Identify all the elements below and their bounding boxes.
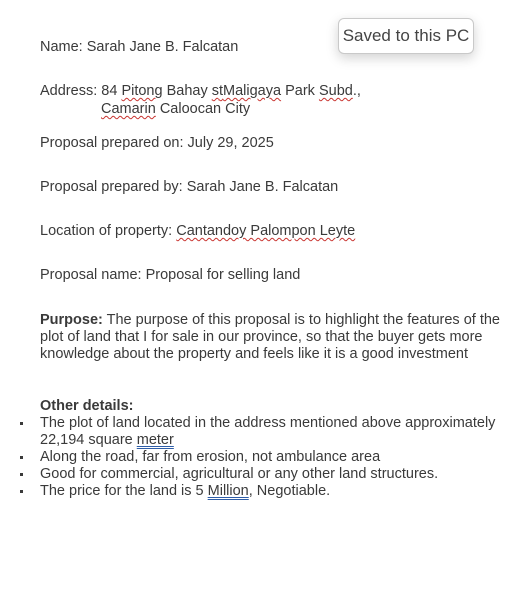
prepared-on-line (40, 135, 274, 152)
prepared-by-label: Proposal prepared by: (40, 179, 183, 195)
name-label: Name: (40, 39, 83, 55)
address-label: Address: (40, 83, 98, 99)
address-number: 84 (101, 83, 118, 99)
saved-notification-text: Saved to this PC (342, 26, 470, 45)
other-details-list (20, 415, 500, 500)
item-2-text: Along the road, far from erosion, not ambulance area (40, 449, 381, 465)
address-word-st[interactable]: st (211, 83, 224, 99)
address-city: Caloocan City (159, 101, 251, 117)
address-word-pitong[interactable]: Pitong (121, 83, 163, 99)
address-word-bahay: Bahay (166, 83, 208, 99)
proposal-name-value: Proposal for selling land (145, 267, 301, 283)
item-4-text: The price for the land is 5 (40, 483, 204, 499)
saved-notification (338, 18, 474, 54)
name-value: Sarah Jane B. Falcatan (86, 39, 239, 55)
address-line-1 (40, 83, 361, 100)
item-1-text: The plot of land located in the address mentioned above approximately 22,194 square (40, 415, 496, 448)
list-item (20, 466, 500, 483)
list-item (20, 415, 500, 449)
bullet-icon (20, 422, 23, 425)
prepared-on-label: Proposal prepared on: (40, 135, 184, 151)
location-value[interactable]: Cantandoy Palompon Leyte (176, 223, 356, 239)
prepared-by-value: Sarah Jane B. Falcatan (186, 179, 339, 195)
purpose-text: The purpose of this proposal is to highlight the features of the plot of land that I for sale in our province, so that the buyer gets more knowledge about the property and feels like it is a good investment (40, 312, 500, 362)
location-label: Location of property: (40, 223, 173, 239)
bullet-icon (20, 456, 23, 459)
address-line-2 (101, 101, 250, 118)
purpose-label: Purpose: (40, 312, 103, 328)
purpose-paragraph (40, 312, 500, 363)
list-item (20, 483, 500, 500)
item-4-flagged-word[interactable]: Million (207, 483, 249, 499)
item-1-flagged-word[interactable]: meter (136, 432, 174, 448)
address-word-subd[interactable]: Subd (318, 83, 353, 99)
item-4-tail: , Negotiable. (248, 483, 331, 499)
proposal-name-label: Proposal name: (40, 267, 142, 283)
bullet-icon (20, 473, 23, 476)
list-item (20, 449, 500, 466)
address-word-maligaya[interactable]: Maligaya (223, 83, 282, 99)
name-line (40, 39, 238, 56)
address-word-camarin[interactable]: Camarin (101, 101, 156, 117)
prepared-by-line (40, 179, 338, 196)
prepared-on-value: July 29, 2025 (187, 135, 274, 151)
address-punct: ., (352, 83, 361, 99)
address-word-park: Park (285, 83, 315, 99)
location-line (40, 223, 355, 240)
item-3-text: Good for commercial, agricultural or any other land structures. (40, 466, 439, 482)
bullet-icon (20, 490, 23, 493)
other-details-heading: Other details: (40, 398, 134, 414)
proposal-name-line (40, 267, 300, 284)
